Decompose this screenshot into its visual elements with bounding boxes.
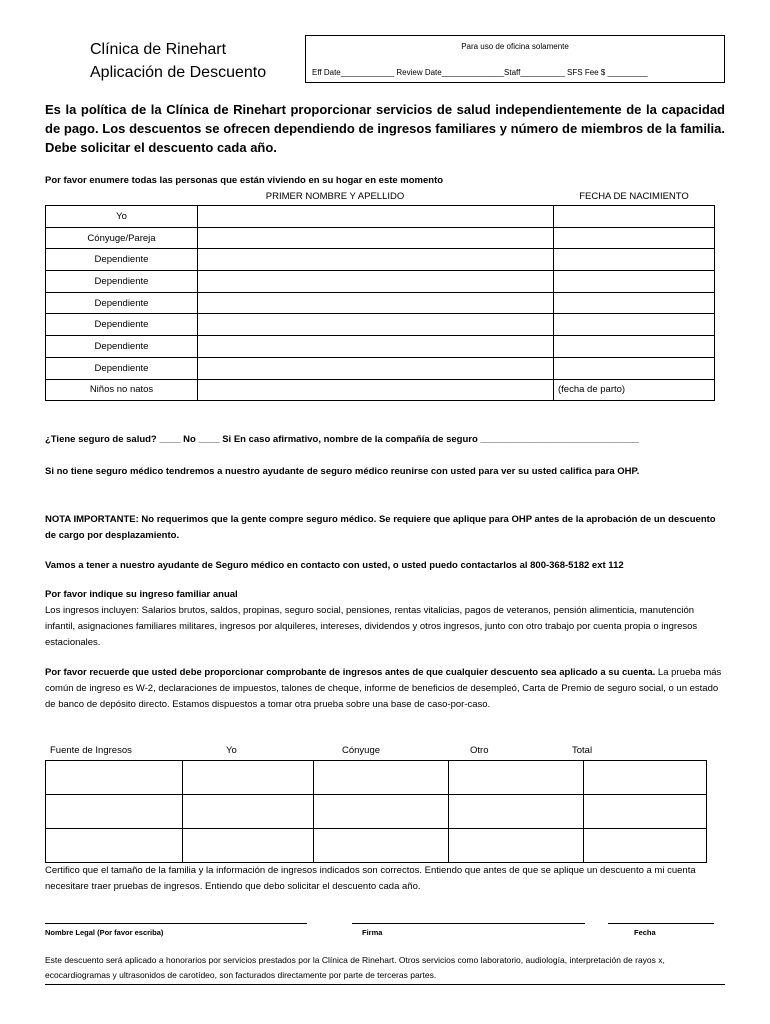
certification-text: Certifico que el tamaño de la familia y la información de ingresos indicados son correctos. Entiendo que antes de que se aplique un descuento a mi cuenta necesitare traer pruebas de ingresos. Entiendo que debo solicitar el descuento cada año. [45, 865, 696, 892]
member-name-cell[interactable] [198, 206, 554, 228]
clinic-name: Clínica de Rinehart [90, 41, 227, 58]
office-use-box [305, 35, 725, 83]
income-row [46, 795, 707, 829]
income-cell[interactable] [584, 795, 707, 829]
income-cell[interactable] [584, 761, 707, 795]
form-title: Aplicación de Descuento [90, 64, 267, 81]
member-name-cell[interactable] [198, 314, 554, 336]
member-label: Dependiente [46, 336, 198, 358]
income-cell[interactable] [183, 761, 314, 795]
income-cell[interactable] [449, 829, 584, 863]
col-name-header: PRIMER NOMBRE Y APELLIDO [265, 191, 405, 202]
income-heading: Por favor indique su ingreso familiar anual [45, 589, 238, 600]
household-row [46, 357, 715, 379]
income-col-source: Fuente de Ingresos [50, 745, 132, 756]
member-label: Dependiente [46, 249, 198, 271]
clinic-header [90, 38, 266, 84]
member-label: Niños no natos [46, 379, 198, 401]
member-label: Dependiente [46, 357, 198, 379]
member-name-cell[interactable] [198, 379, 554, 401]
income-cell[interactable] [314, 829, 449, 863]
income-reminder-bold: Por favor recuerde que usted debe proporcionar comprobante de ingresos antes de que cualquier descuento sea aplicado a su cuenta. [45, 667, 656, 678]
member-label: Dependiente [46, 292, 198, 314]
income-cell[interactable] [46, 761, 183, 795]
member-name-cell[interactable] [198, 292, 554, 314]
bottom-divider [45, 984, 725, 985]
date-label: Fecha [634, 928, 656, 937]
member-dob-cell[interactable] [554, 336, 715, 358]
insurance-helper-note: Si no tiene seguro médico tendremos a nuestro ayudante de seguro médico reunirse con usted para ver su usted califica para OHP. [45, 466, 640, 477]
insurance-question: ¿Tiene seguro de salud? ____ No ____ Si En caso afirmativo, nombre de la compañía de seguro ______________________________ [45, 434, 639, 445]
contact-note: Vamos a tener a nuestro ayudante de Seguro médico en contacto con usted, o usted puedo contactarlos al 800-368-5182 ext 112 [45, 560, 624, 571]
signature-label: Firma [362, 928, 383, 937]
signature-line[interactable] [352, 923, 585, 924]
member-label: Yo [46, 206, 198, 228]
household-row [46, 249, 715, 271]
member-name-cell[interactable] [198, 357, 554, 379]
policy-intro: Es la política de la Clínica de Rinehart proporcionar servicios de salud independientemente de la capacidad de pago. Los descuentos se ofrecen dependiendo de ingresos familiares y número de miembros de la familia. Debe solicitar el descuento cada año. [45, 102, 725, 155]
member-name-cell[interactable] [198, 227, 554, 249]
income-cell[interactable] [314, 761, 449, 795]
income-col-other: Otro [470, 745, 489, 756]
footer-disclaimer: Este descuento será aplicado a honorarios por servicios prestados por la Clínica de Rinehart. Otros servicios como laboratorio, audiología, interpretación de rayos x, ecocardiogramas y ultrasonidos de carotídeo, son facturados directamente por parte de terceras partes. [45, 955, 665, 980]
household-row [46, 314, 715, 336]
important-note: NOTA IMPORTANTE: No requerimos que la gente compre seguro médico. Se requiere que aplique para OHP antes de la aprobación de un descuento de cargo por desplazamiento. [45, 514, 716, 541]
member-label: Dependiente [46, 271, 198, 293]
legal-name-label: Nombre Legal (Por favor escriba) [45, 928, 164, 937]
member-dob-cell[interactable] [554, 314, 715, 336]
office-use-fields: Eff Date____________ Review Date______________Staff__________ SFS Fee $ _________ [312, 68, 648, 77]
member-dob-cell[interactable] [554, 292, 715, 314]
income-cell[interactable] [449, 761, 584, 795]
household-instruction: Por favor enumere todas las personas que están viviendo en su hogar en este momento [45, 175, 444, 186]
household-row [46, 336, 715, 358]
member-dob-cell[interactable] [554, 227, 715, 249]
household-row [46, 206, 715, 228]
household-table [45, 205, 715, 401]
office-use-heading: Para uso de oficina solamente [461, 42, 569, 51]
income-col-total: Total [572, 745, 593, 756]
income-col-spouse: Cónyuge [342, 745, 381, 756]
income-cell[interactable] [314, 795, 449, 829]
income-cell[interactable] [584, 829, 707, 863]
member-label: Dependiente [46, 314, 198, 336]
member-dob-cell[interactable] [554, 206, 715, 228]
member-label: Cónyuge/Pareja [46, 227, 198, 249]
income-reminder [45, 665, 725, 713]
date-line[interactable] [608, 923, 714, 924]
income-row [46, 829, 707, 863]
member-dob-cell[interactable] [554, 271, 715, 293]
legal-name-line[interactable] [45, 923, 307, 924]
member-name-cell[interactable] [198, 249, 554, 271]
member-name-cell[interactable] [198, 271, 554, 293]
income-cell[interactable] [183, 829, 314, 863]
income-col-self: Yo [226, 745, 237, 756]
income-reminder-rest: La prueba más común de ingreso es W-2, declaraciones de impuestos, talones de cheque, informe de beneficios de desempleó, Carta de Premio de seguro social, o un estado de banco de depósito directo. Estamos dispuestos a tomar otra prueba sobre una base de caso-por-caso. [45, 667, 722, 710]
household-row [46, 292, 715, 314]
income-table [45, 760, 707, 863]
member-dob-cell[interactable]: (fecha de parto) [554, 379, 715, 401]
household-row [46, 227, 715, 249]
income-cell[interactable] [46, 829, 183, 863]
member-name-cell[interactable] [198, 336, 554, 358]
member-dob-cell[interactable] [554, 249, 715, 271]
income-cell[interactable] [449, 795, 584, 829]
income-cell[interactable] [183, 795, 314, 829]
member-dob-cell[interactable] [554, 357, 715, 379]
income-row [46, 761, 707, 795]
household-row [46, 271, 715, 293]
col-dob-header: FECHA DE NACIMIENTO [579, 191, 689, 202]
income-cell[interactable] [46, 795, 183, 829]
income-includes: Los ingresos incluyen: Salarios brutos, saldos, propinas, seguro social, pensiones, rentas vitalicias, pagos de veteranos, pensión alimenticia, manutención infantil, asignaciones familiares militares, ingresos por alquileres, intereses, dividendos y otros ingresos, junto con otro trabajo por cuenta propia o ingresos estacionales. [45, 605, 698, 648]
household-row [46, 379, 715, 401]
